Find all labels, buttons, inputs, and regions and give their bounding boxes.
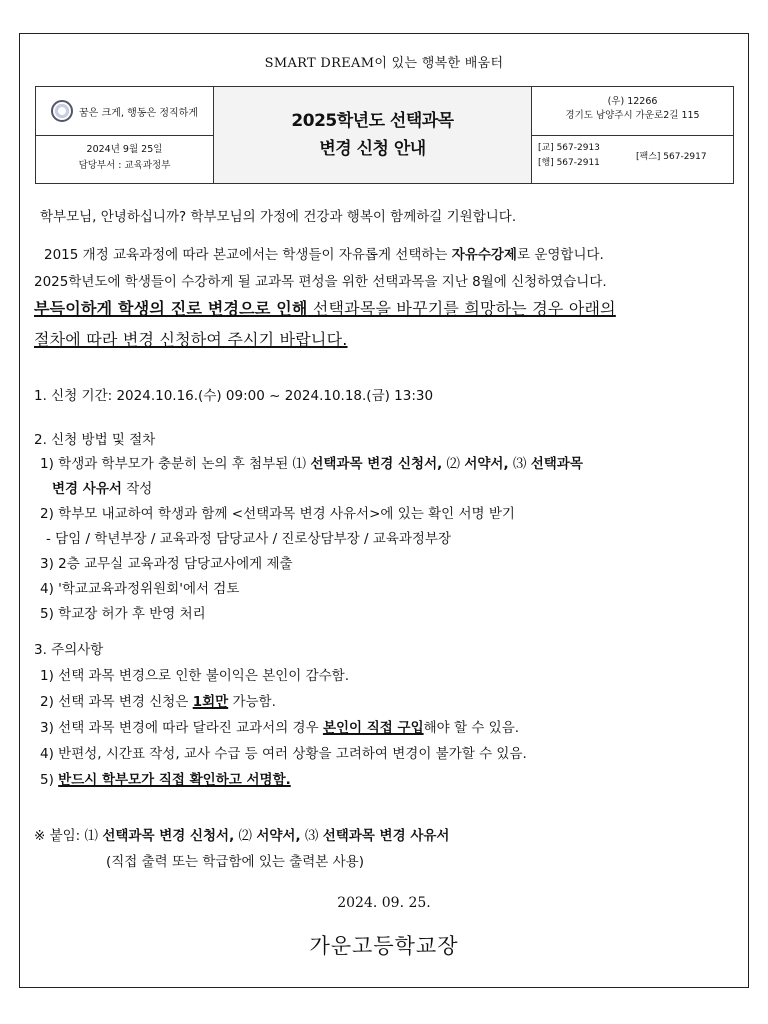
section-3-item-5 <box>40 768 291 788</box>
school-slogan: SMART DREAM이 있는 행복한 배움터 <box>264 56 504 71</box>
item-bold: 선택과목 변경 신청서, <box>310 456 443 472</box>
date-cell <box>36 136 214 183</box>
item-bold: 선택과목 <box>530 456 583 472</box>
para-line-3 <box>34 296 616 319</box>
section-2-item-2: 2) 학부모 내교하여 학생과 함께 <선택과목 변경 사유서>에 있는 확인 서명 받기 <box>40 506 515 522</box>
section-1-label: 1. 신청 기간: <box>34 388 117 404</box>
application-period: 2024.10.16.(수) 09:00 ~ 2024.10.18.(금) 13:30 <box>116 388 434 404</box>
item-bold: 서약서, <box>464 456 509 472</box>
item-text: 해야 할 수 있음. <box>423 720 520 736</box>
para-line-2: 2025학년도에 학생들이 수강하게 될 교과목 편성을 위한 선택과목을 지난 8월에 신청하였습니다. <box>34 274 607 290</box>
doc-title-line2: 변경 신청 안내 <box>319 139 426 159</box>
para-text: 로 운영합니다. <box>516 247 604 263</box>
para-bold: 자유수강제 <box>451 247 517 263</box>
section-2-item-4: 4) '학교교육과정위원회'에서 검토 <box>40 581 240 597</box>
department: 담당부서 : 교육과정부 <box>78 160 171 171</box>
item-emphasis: 1회만 <box>192 694 229 710</box>
item-text: 5) <box>40 772 59 788</box>
section-2-heading: 2. 신청 방법 및 절차 <box>34 432 156 448</box>
motto-cell <box>36 87 214 136</box>
fax-number: [팩스] 567-2917 <box>636 152 707 162</box>
section-1 <box>34 384 433 404</box>
section-2-item-1-cont <box>52 477 152 497</box>
para-text: 2015 개정 교육과정에 따라 본교에서는 학생들이 자유롭게 선택하는 <box>44 247 452 263</box>
item-text: ⑶ <box>508 456 531 472</box>
attach-text: ⑶ <box>300 828 323 844</box>
item-text: ⑵ <box>442 456 465 472</box>
item-emphasis: 본인이 직접 구입 <box>322 720 424 736</box>
section-2-item-5: 5) 학교장 허가 후 반영 처리 <box>40 606 206 622</box>
address-cell <box>532 87 733 136</box>
item-text: 3) 선택 과목 변경에 따라 달라진 교과서의 경우 <box>40 720 323 736</box>
issue-date: 2024년 9월 25일 <box>86 144 163 155</box>
principal-signature: 가운고등학교장 <box>309 934 459 958</box>
section-2-item-1 <box>40 452 583 472</box>
section-3-item-4: 4) 반편성, 시간표 작성, 교사 수급 등 여러 상황을 고려하여 변경이 불가할 수 있음. <box>40 746 527 762</box>
school-motto: 꿈은 크게, 행동은 정직하게 <box>79 107 198 119</box>
item-text: 작성 <box>121 481 153 497</box>
attach-text: ※ 붙임: ⑴ <box>34 828 103 844</box>
item-text: 가능함. <box>228 694 276 710</box>
para-underline: 선택과목을 바꾸기를 희망하는 경우 아래의 <box>307 299 616 318</box>
para-emphasis: 부득이하게 학생의 진로 변경으로 인해 <box>34 299 308 318</box>
para-line-4 <box>34 327 348 350</box>
item-text: 2) 선택 과목 변경 신청은 <box>40 694 193 710</box>
section-3-heading: 3. 주의사항 <box>34 642 104 658</box>
attachments <box>34 824 449 844</box>
tel-admin: [행] 567-2911 <box>538 158 600 168</box>
item-text: 1) 학생과 학부모가 충분히 논의 후 첨부된 ⑴ <box>40 456 311 472</box>
attach-text: ⑵ <box>234 828 257 844</box>
section-2-item-3: 3) 2층 교무실 교육과정 담당교사에게 제출 <box>40 556 293 572</box>
item-emphasis: 반드시 학부모가 직접 확인하고 서명함. <box>58 772 291 788</box>
section-3-item-2 <box>40 690 276 710</box>
section-3-item-1: 1) 선택 과목 변경으로 인한 불이익은 본인이 감수함. <box>40 668 350 684</box>
attach-bold: 서약서, <box>256 828 301 844</box>
section-2-item-2-sub: - 담임 / 학년부장 / 교육과정 담당교사 / 진로상담부장 / 교육과정부장 <box>46 531 452 547</box>
doc-title-line1: 2025학년도 선택과목 <box>291 111 454 131</box>
title-cell <box>214 87 532 183</box>
attachments-note: (직접 출력 또는 학급함에 있는 출력본 사용) <box>106 854 364 870</box>
postal-code: (우) 12266 <box>607 96 658 107</box>
section-3-item-3 <box>40 716 519 736</box>
intro-line: 학부모님, 안녕하십니까? 학부모님의 가정에 건강과 행복이 함께하길 기원합니다. <box>40 209 517 225</box>
para-underline: 절차에 따라 변경 신청하여 주시기 바랍니다. <box>34 330 348 349</box>
letter-header <box>35 86 734 184</box>
item-bold: 변경 사유서 <box>52 481 122 497</box>
closing-date: 2024. 09. 25. <box>337 895 431 911</box>
contact-cell <box>532 136 733 183</box>
school-emblem-icon <box>51 100 73 122</box>
school-address: 경기도 남양주시 가운로2길 115 <box>565 110 700 121</box>
para-line-1 <box>44 243 604 263</box>
attach-bold: 선택과목 변경 사유서 <box>322 828 450 844</box>
attach-bold: 선택과목 변경 신청서, <box>102 828 235 844</box>
tel-school: [교] 567-2913 <box>538 143 600 153</box>
